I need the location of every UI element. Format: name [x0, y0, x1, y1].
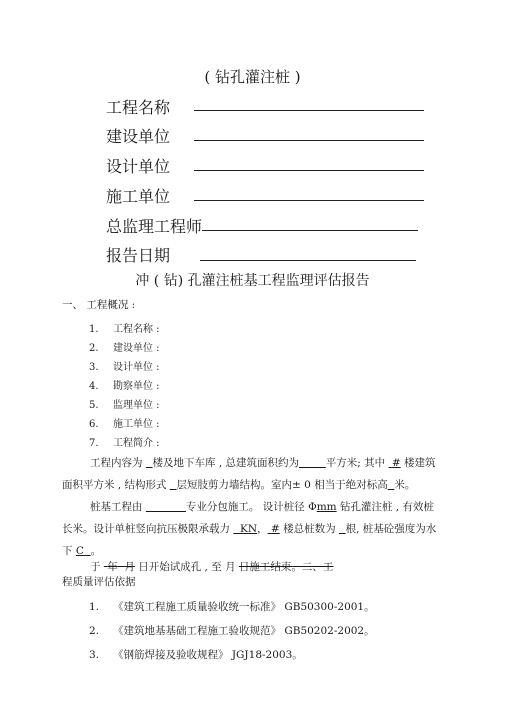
- para-text: #: [270, 523, 280, 535]
- blank-area[interactable]: [299, 457, 326, 469]
- list-item-number: 5.: [89, 400, 99, 411]
- para-text: 平方米; 其中: [325, 457, 386, 469]
- list-item: [89, 377, 160, 392]
- list-item-number: 6.: [89, 419, 99, 430]
- standard-item-number: 2.: [89, 625, 100, 637]
- standard-item-text: 《建筑地基基础工程施工验收规范》 GB50202-2002。: [113, 625, 375, 637]
- standard-item-number: 3.: [89, 649, 100, 661]
- blank-building-no[interactable]: [388, 457, 400, 469]
- cover-field-line[interactable]: [194, 110, 424, 111]
- para-text: 月: [124, 561, 135, 573]
- para-text: 年: [107, 561, 118, 573]
- para-text: 专业分包施工。 设计桩径 Φ: [185, 501, 317, 513]
- para-text: 月: [225, 561, 236, 573]
- paragraph-schedule-cont: 程质量评估依据: [62, 576, 136, 588]
- cover-field-line[interactable]: [194, 140, 424, 141]
- blank-pile-count[interactable]: [339, 523, 346, 535]
- para-text: ，: [257, 523, 268, 535]
- list-item-number: 4.: [89, 381, 99, 392]
- list-item-text: 监理单位 :: [113, 400, 160, 411]
- list-item-text: 设计单位 :: [113, 362, 160, 373]
- list-item-text: 勘察单位 :: [113, 381, 160, 392]
- para-text: 根, 桩基砼强度为水下: [62, 523, 437, 557]
- para-text: 于: [90, 561, 101, 573]
- list-item-text: 施工单位 :: [113, 419, 160, 430]
- cover-field-design-unit: 设计单位: [106, 157, 171, 176]
- list-item-number: 1.: [89, 324, 99, 335]
- cover-field-line[interactable]: [194, 170, 424, 171]
- list-item: [89, 358, 160, 373]
- list-item-text: 工程名称 :: [113, 324, 160, 335]
- list-item-number: 7.: [89, 438, 99, 449]
- list-item-number: 3.: [89, 362, 99, 373]
- cover-field-line[interactable]: [202, 230, 418, 231]
- cover-field-construction-unit: 建设单位: [106, 127, 171, 146]
- para-text: 米。: [394, 479, 416, 491]
- blank-capacity[interactable]: [233, 523, 257, 535]
- cover-field-line[interactable]: [200, 260, 416, 261]
- standard-item-text: 《建筑工程施工质量验收统一标准》 GB50300-2001。: [113, 601, 375, 613]
- standard-item: [89, 647, 303, 662]
- report-title: 冲 ( 钻) 孔灌注桩基工程监理评估报告: [135, 273, 370, 289]
- blank-building[interactable]: [146, 457, 153, 469]
- cover-subtitle: ( 钻孔灌注桩 ): [204, 68, 301, 86]
- standard-item-number: 1.: [89, 601, 100, 613]
- paragraph-project-intro: [62, 452, 442, 496]
- blank-subcontractor[interactable]: [146, 501, 186, 513]
- cover-field-report-date: 报告日期: [106, 246, 171, 265]
- para-text: mm: [316, 501, 337, 513]
- cover-field-line[interactable]: [194, 200, 424, 201]
- standard-item-text: 《钢筋焊接及验收规程》 JGJ18-2003。: [113, 649, 303, 661]
- para-text: 。: [90, 545, 102, 557]
- standard-item: [89, 623, 375, 638]
- list-item: [89, 396, 160, 411]
- para-text: 钻孔灌注桩 , 有效桩长米。设计单桩竖向抗压极限承载力: [62, 501, 434, 535]
- paragraph-pile-intro: [62, 496, 442, 562]
- para-text: 桩基工程由: [90, 501, 143, 513]
- list-item-text: 建设单位 :: [113, 343, 160, 354]
- list-item: [89, 415, 160, 430]
- para-text: 楼总桩数为: [283, 523, 336, 535]
- para-text: 楼及地下车库 , 总建筑面积约为: [152, 457, 300, 469]
- para-text: 楼建筑面积平方米 , 结构形式: [62, 457, 436, 491]
- cover-field-chief-supervisor: 总监理工程师: [106, 217, 203, 236]
- para-text: KN: [240, 523, 258, 535]
- blank-building-no-2[interactable]: [268, 523, 280, 535]
- para-text: #: [391, 457, 401, 469]
- para-text: 层短肢剪力墙结构。室内± 0 相当于绝对标高: [176, 479, 388, 491]
- list-item-text: 工程简介 :: [113, 438, 160, 449]
- para-text: 日开始试成孔 , 至: [138, 561, 222, 573]
- cover-field-contractor: 施工单位: [106, 187, 171, 206]
- para-text: 工程内容为: [90, 457, 143, 469]
- blank-pile-diameter[interactable]: [317, 501, 337, 513]
- list-item: [89, 434, 160, 449]
- list-item: [89, 320, 160, 335]
- list-item: [89, 339, 160, 354]
- cover-field-project-name: 工程名称: [106, 98, 171, 117]
- standard-item: [89, 599, 375, 614]
- struck-end-date: [239, 561, 334, 573]
- struck-year: [104, 561, 135, 573]
- para-text: C: [75, 545, 84, 557]
- blank-floors[interactable]: [170, 479, 177, 491]
- para-text: 日施工结束。二、工: [238, 561, 334, 573]
- section-heading-overview: 一、 工程概况 :: [62, 299, 136, 311]
- list-item-number: 2.: [89, 343, 99, 354]
